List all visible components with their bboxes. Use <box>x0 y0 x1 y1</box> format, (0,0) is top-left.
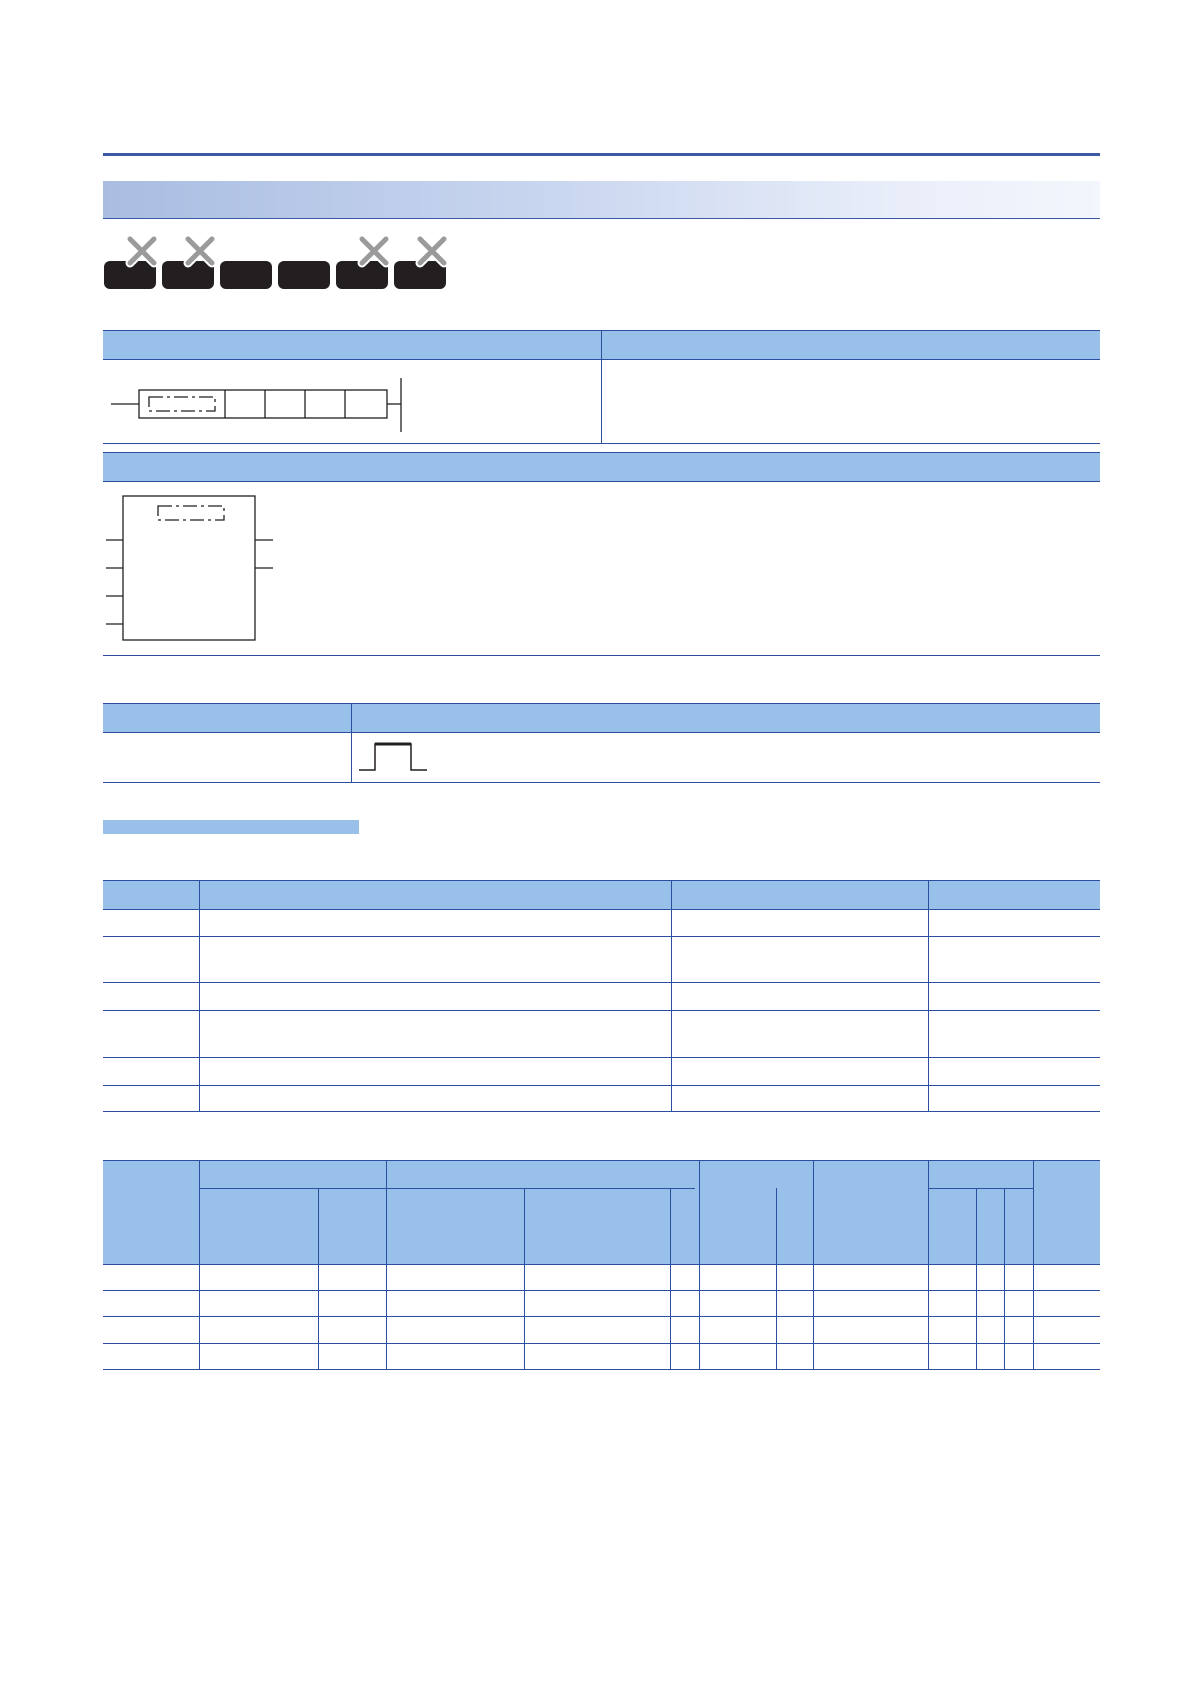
execution-table-header <box>103 703 1100 733</box>
fbd-block-diagram <box>103 494 283 646</box>
ladder-diagram <box>103 376 413 436</box>
cpu-badge-4 <box>278 261 330 289</box>
setting-data-heading-bar <box>103 820 359 834</box>
not-supported-cross-icon <box>357 234 391 268</box>
rising-edge-icon <box>355 738 435 774</box>
not-supported-cross-icon <box>183 234 217 268</box>
title-band <box>103 181 1100 219</box>
cpu-badge-3 <box>220 261 272 289</box>
fbd-table-header <box>103 452 1100 482</box>
not-supported-cross-icon <box>415 234 449 268</box>
desc-table-header <box>103 880 1100 910</box>
not-supported-cross-icon <box>125 234 159 268</box>
device-table-header <box>103 1160 1100 1265</box>
top-rule <box>103 153 1100 156</box>
